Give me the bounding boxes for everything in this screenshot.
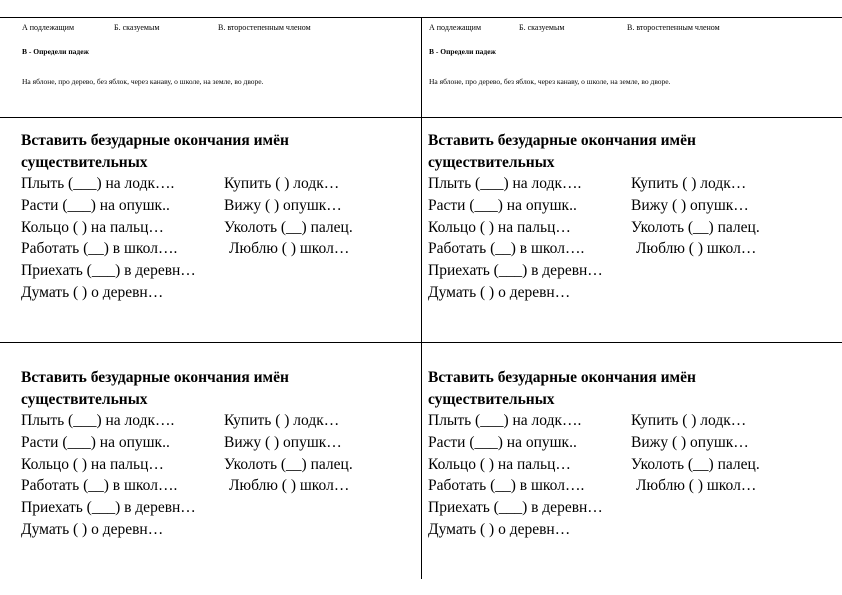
phrase-left: Плыть (___) на лодк…. (21, 175, 175, 193)
phrase-left: Думать ( ) о деревн… (428, 283, 571, 301)
exercise-card-bottom-left (21, 367, 353, 541)
option-c: В. второстепенным членом (218, 23, 311, 32)
phrase-left: Кольцо ( ) на пальц… (21, 218, 164, 236)
phrase-left: Работать (__) в школ…. (428, 477, 585, 495)
exercise-row (428, 260, 696, 282)
task-title: В - Определи падеж (22, 47, 89, 56)
exercise-row (428, 519, 696, 541)
phrase-right: Вижу ( ) опушк… (631, 197, 749, 215)
card-title-line1: Вставить безударные окончания имён (21, 132, 289, 149)
exercise-row (428, 497, 696, 519)
card-title-line2: существительных (428, 390, 555, 408)
card-title-line2: существительных (21, 390, 148, 408)
phrase-left: Работать (__) в школ…. (21, 477, 178, 495)
card-title-line1: Вставить безударные окончания имён (428, 369, 696, 386)
card-title-line2: существительных (21, 153, 148, 171)
phrase-left: Плыть (___) на лодк…. (428, 412, 582, 430)
phrase-right: Купить ( ) лодк… (631, 175, 747, 193)
exercise-row (428, 410, 747, 432)
phrase-left: Кольцо ( ) на пальц… (21, 455, 164, 473)
phrase-left: Приехать (___) в деревн… (21, 499, 196, 517)
task-phrases: На яблоне, про дерево, без яблок, через канаву, о школе, на земле, во дворе. (429, 77, 671, 86)
phrase-right: Люблю ( ) школ… (229, 240, 350, 258)
phrase-right: Люблю ( ) школ… (636, 240, 757, 258)
exercise-row (428, 475, 757, 497)
phrase-right: Уколоть (__) палец. (631, 455, 760, 473)
phrase-left: Работать (__) в школ…. (428, 240, 585, 258)
exercise-row (428, 195, 749, 217)
exercise-row (21, 410, 340, 432)
exercise-row (21, 217, 353, 239)
phrase-right: Вижу ( ) опушк… (224, 434, 342, 452)
phrase-left: Расти (___) на опушк.. (428, 434, 577, 452)
exercise-row (21, 454, 353, 476)
phrase-left: Думать ( ) о деревн… (428, 520, 571, 538)
phrase-left: Кольцо ( ) на пальц… (428, 218, 571, 236)
exercise-row (21, 282, 289, 304)
phrase-left: Расти (___) на опушк.. (428, 197, 577, 215)
phrase-left: Думать ( ) о деревн… (21, 283, 164, 301)
phrase-right: Вижу ( ) опушк… (224, 197, 342, 215)
phrase-left: Приехать (___) в деревн… (21, 262, 196, 280)
exercise-row (21, 497, 289, 519)
exercise-row (428, 282, 696, 304)
phrase-right: Уколоть (__) палец. (631, 218, 760, 236)
card-title-line1: Вставить безударные окончания имён (21, 369, 289, 386)
exercise-row (428, 454, 760, 476)
exercise-row (21, 519, 289, 541)
exercise-row (428, 238, 757, 260)
exercise-row (21, 260, 289, 282)
phrase-left: Приехать (___) в деревн… (428, 262, 603, 280)
phrase-right: Купить ( ) лодк… (631, 412, 747, 430)
phrase-left: Расти (___) на опушк.. (21, 197, 170, 215)
phrase-left: Работать (__) в школ…. (21, 240, 178, 258)
exercise-row (21, 432, 342, 454)
option-b: Б. сказуемым (114, 23, 160, 32)
phrase-left: Думать ( ) о деревн… (21, 520, 164, 538)
exercise-card-bottom-right (428, 367, 760, 541)
phrase-left: Расти (___) на опушк.. (21, 434, 170, 452)
divider-vertical (421, 17, 422, 579)
card-title-line2: существительных (428, 153, 555, 171)
exercise-row (21, 475, 350, 497)
phrase-left: Приехать (___) в деревн… (428, 499, 603, 517)
exercise-row (428, 173, 747, 195)
exercise-row (428, 432, 749, 454)
phrase-right: Вижу ( ) опушк… (631, 434, 749, 452)
exercise-row (21, 195, 342, 217)
phrase-left: Кольцо ( ) на пальц… (428, 455, 571, 473)
exercise-card-top-right (428, 130, 760, 304)
phrase-right: Купить ( ) лодк… (224, 412, 340, 430)
exercise-row (21, 173, 340, 195)
card-title-line1: Вставить безударные окончания имён (428, 132, 696, 149)
exercise-card-top-left (21, 130, 353, 304)
exercise-row (428, 217, 760, 239)
option-a: А подлежащим (22, 23, 75, 32)
exercise-row (21, 238, 350, 260)
phrase-right: Купить ( ) лодк… (224, 175, 340, 193)
phrase-left: Плыть (___) на лодк…. (428, 175, 582, 193)
option-b: Б. сказуемым (519, 23, 565, 32)
phrase-left: Плыть (___) на лодк…. (21, 412, 175, 430)
phrase-right: Уколоть (__) палец. (224, 218, 353, 236)
task-phrases: На яблоне, про дерево, без яблок, через канаву, о школе, на земле, во дворе. (22, 77, 264, 86)
option-c: В. второстепенным членом (627, 23, 720, 32)
option-a: А подлежащим (429, 23, 482, 32)
phrase-right: Уколоть (__) палец. (224, 455, 353, 473)
phrase-right: Люблю ( ) школ… (636, 477, 757, 495)
phrase-right: Люблю ( ) школ… (229, 477, 350, 495)
task-title: В - Определи падеж (429, 47, 496, 56)
